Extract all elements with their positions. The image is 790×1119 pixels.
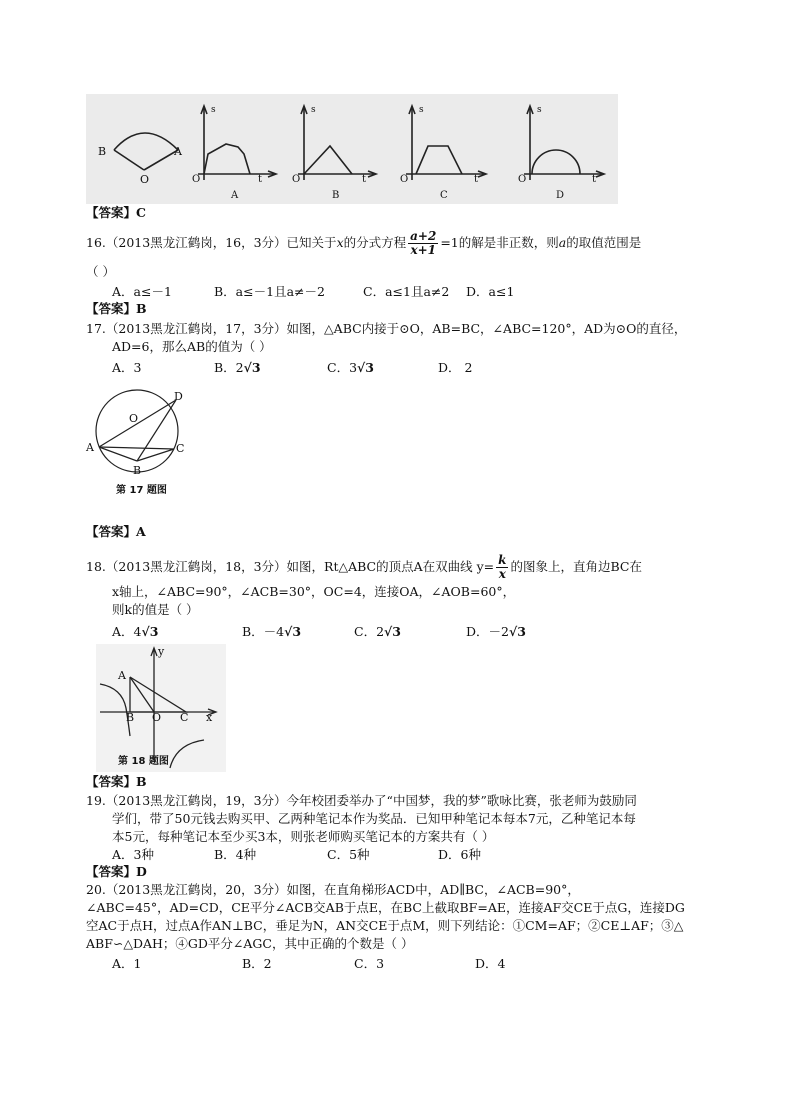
q16-stem-a: 16.（2013黑龙江鹤岗，16，3分）已知关于 (86, 235, 337, 250)
q16-option-d: D．a≤1 (466, 284, 515, 299)
q16-stem-d: 的取值范围是 (566, 235, 642, 250)
q17-line1: 17.（2013黑龙江鹤岗，17，3分）如图，△ABC内接于⊙O，AB=BC，∠ABC=120°，AD为⊙O的直径， (86, 321, 687, 336)
label-t4: t (592, 174, 597, 185)
q17-line2: AD=6，那么AB的值为（ ） (112, 339, 272, 354)
q18-option-a-coef: A．4 (112, 624, 142, 639)
q16-var-x: x (336, 235, 344, 250)
graph-label-a: A (231, 190, 239, 201)
q18-frac-den: x (498, 567, 506, 581)
label-t1: t (258, 174, 263, 185)
label-s4: s (537, 105, 542, 115)
q19-option-a: A．3种 (112, 847, 154, 862)
graph-d (524, 106, 604, 180)
q18-line1 (86, 554, 642, 581)
q17-label-b: B (133, 464, 142, 477)
q17-option-b-coef: B．2 (214, 360, 244, 375)
q16-stem-b: 的分式方程 (343, 235, 407, 250)
q17-option-c-coef: C．3 (327, 360, 358, 375)
q18-option-d (466, 624, 526, 640)
q18-option-d-root: √3 (508, 624, 526, 639)
label-o4: O (518, 174, 527, 185)
q18-caption: 第 18 题图 (118, 756, 169, 767)
q19-option-d: D．6种 (438, 847, 481, 862)
q19-line2: 学们，带了50元钱去购买甲、乙两种笔记本作为奖品．已知甲种笔记本每本7元，乙种笔记本每 (112, 811, 636, 826)
q16-option-c: C．a≤1且a≠2 (363, 284, 450, 299)
q17-option-d: D． 2 (438, 360, 473, 375)
q20-option-d: D．4 (475, 956, 506, 971)
q16-option-b: B．a≤－1且a≠－2 (214, 284, 325, 299)
q20-option-c: C．3 (354, 956, 385, 971)
q16-frac-num: a+2 (410, 229, 437, 243)
graph-a (198, 106, 276, 180)
q18-line2: x轴上，∠ABC=90°，∠ACB=30°，OC=4，连接OA，∠AOB=60°， (112, 584, 516, 599)
q18-label-b: B (126, 711, 135, 724)
answer-18: 【答案】B (86, 774, 147, 789)
q18-option-b-root: √3 (284, 624, 302, 639)
label-b: B (98, 145, 107, 158)
q17-option-c (327, 360, 374, 376)
label-o2: O (292, 174, 301, 185)
q16-paren: （ ） (86, 264, 115, 279)
q18-option-b-coef: B．－4 (242, 624, 285, 639)
answer-15: 【答案】C (86, 205, 146, 220)
q18-label-a: A (118, 669, 126, 682)
q20-option-a: A．1 (112, 956, 142, 971)
q20-line2: ∠ABC=45°，AD=CD，CE平分∠ACB交AB于点E，在BC上截取BF=AE，连接AF交CE于点G，连接DG (86, 900, 685, 915)
q16-fraction (408, 230, 438, 257)
q18-option-b (242, 624, 301, 640)
q18-label-c: C (180, 711, 189, 724)
q17-option-c-root: √3 (357, 360, 374, 375)
q18-label-y: y (158, 645, 165, 658)
q17-option-a: A．3 (112, 360, 142, 375)
q20-line3: 空AC于点H，过点A作AN⊥BC，垂足为N，AN交CE于点M，则下列结论：①CM=AF；②CE⊥AF；③△ (86, 918, 684, 933)
q19-option-b: B．4种 (214, 847, 257, 862)
graph-label-c: C (440, 190, 448, 201)
q16-stem-c: =1的解是非正数，则 (440, 235, 559, 250)
graph-c (406, 106, 486, 180)
q17-label-c: C (176, 442, 185, 455)
q16-var-a: a (558, 235, 567, 250)
figure-q18-hyperbola (96, 644, 226, 772)
q18-frac-num: k (498, 553, 507, 567)
q18-option-d-coef: D．－2 (466, 624, 509, 639)
sector-figure (114, 133, 178, 170)
q17-option-b (214, 360, 261, 376)
q17-label-o: O (129, 412, 139, 425)
q19-line3: 本5元，每种笔记本至少买3本，则张老师购买笔记本的方案共有（ ） (112, 829, 495, 844)
q17-label-d: D (174, 390, 183, 403)
hyperbola-svg (96, 644, 226, 772)
answer-16: 【答案】B (86, 301, 147, 316)
label-t3: t (474, 174, 479, 185)
label-s2: s (311, 105, 316, 115)
q18-option-c-root: √3 (384, 624, 401, 639)
q19-option-c: C．5种 (327, 847, 370, 862)
q16-frac-den: x+1 (410, 243, 437, 257)
q18-label-o: O (152, 711, 162, 724)
answer-19: 【答案】D (86, 864, 147, 879)
q19-line1: 19.（2013黑龙江鹤岗，19，3分）今年校团委举办了“中国梦，我的梦”歌咏比赛，张老师为鼓励同 (86, 793, 637, 808)
figure-q17-circle (86, 383, 186, 503)
q20-line4: ABF∽△DAH；④GD平分∠AGC，其中正确的个数是（ ） (86, 936, 414, 951)
q17-caption: 第 17 题图 (116, 485, 167, 496)
label-a: A (174, 145, 182, 158)
q18-label-x: x (206, 711, 213, 724)
label-o: O (140, 173, 150, 186)
q18-fraction (496, 554, 508, 581)
q20-line1: 20.（2013黑龙江鹤岗，20，3分）如图，在直角梯形ACD中，AD∥BC，∠ACB=90°， (86, 882, 580, 897)
label-s1: s (211, 105, 216, 115)
q16-option-a: A．a≤－1 (112, 284, 172, 299)
graph-b (298, 106, 376, 180)
q18-option-a (112, 624, 158, 640)
figure-q15-graphs (86, 94, 618, 204)
q18-line3: 则k的值是（ ） (112, 602, 199, 617)
q18-line1-a: 18.（2013黑龙江鹤岗，18，3分）如图，Rt△ABC的顶点A在双曲线 y= (86, 559, 495, 574)
q18-option-c-coef: C．2 (354, 624, 385, 639)
label-s3: s (419, 105, 424, 115)
label-t2: t (362, 174, 367, 185)
q18-option-c (354, 624, 401, 640)
q17-label-a: A (86, 441, 94, 454)
graph-label-d: D (556, 190, 565, 201)
q17-option-b-root: √3 (243, 360, 261, 375)
q18-line1-b: 的图象上，直角边BC在 (510, 559, 642, 574)
label-o3: O (400, 174, 409, 185)
graph-label-b: B (332, 190, 340, 201)
q20-option-b: B．2 (242, 956, 272, 971)
answer-17: 【答案】A (86, 524, 146, 539)
q18-option-a-root: √3 (141, 624, 159, 639)
q16-stem (86, 230, 641, 257)
label-o1: O (192, 174, 201, 185)
